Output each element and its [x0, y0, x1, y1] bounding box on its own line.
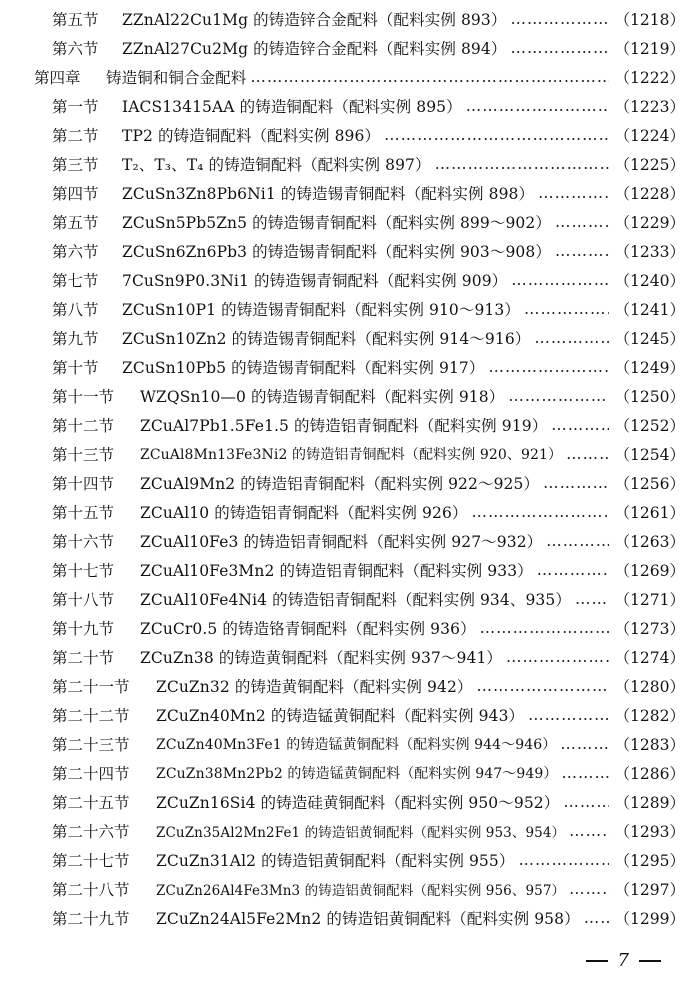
dot-leader	[508, 387, 609, 405]
section-label: 第五节	[52, 213, 99, 232]
toc-entry[interactable]	[0, 236, 699, 265]
page-ref: （1299）	[614, 909, 685, 928]
toc-entry[interactable]	[0, 149, 699, 178]
section-label: 第十九节	[52, 619, 115, 638]
chapter-label: 第四章	[34, 68, 81, 87]
section-title: ZCuSn10P1 的铸造锡青铜配料（配料实例 910～913）	[122, 300, 520, 319]
dot-leader	[528, 706, 609, 724]
section-title: ZCuZn32 的铸造黄铜配料（配料实例 942）	[156, 677, 473, 696]
toc-entry[interactable]	[0, 323, 699, 352]
toc-entry[interactable]	[0, 33, 699, 62]
toc-entry[interactable]	[0, 468, 699, 497]
page-ref: （1241）	[614, 300, 685, 319]
section-title: ZCuZn26Al4Fe3Mn3 的铸造铝黄铜配料（配料实例 956、957）	[156, 882, 566, 899]
section-title: IACS13415AA 的铸造铜配料（配料实例 895）	[122, 97, 462, 116]
toc-entry[interactable]	[0, 381, 699, 410]
section-label: 第二十节	[52, 648, 115, 667]
dot-leader	[543, 474, 609, 492]
section-label: 第三节	[52, 155, 99, 174]
page-footer	[586, 950, 661, 971]
dot-leader	[546, 532, 609, 550]
section-title: ZCuCr0.5 的铸造铬青铜配料（配料实例 936）	[140, 619, 476, 638]
section-title: WZQSn10—0 的铸造锡青铜配料（配料实例 918）	[140, 387, 505, 406]
section-label: 第六节	[52, 39, 99, 58]
section-title: ZCuSn10Zn2 的铸造锡青铜配料（配料实例 914～916）	[122, 329, 531, 348]
section-label: 第二十三节	[52, 735, 130, 754]
page-ref: （1219）	[614, 39, 685, 58]
section-title: ZZnAl22Cu1Mg 的铸造锌合金配料（配料实例 893）	[122, 10, 507, 29]
dot-leader	[584, 909, 609, 927]
toc-entry[interactable]	[0, 91, 699, 120]
section-label: 第六节	[52, 242, 99, 261]
section-title: ZCuAl10Fe3 的铸造铝青铜配料（配料实例 927～932）	[140, 532, 543, 551]
section-label: 第十五节	[52, 503, 115, 522]
page-ref: （1228）	[614, 184, 685, 203]
dot-leader	[555, 213, 609, 231]
page-ref: （1250）	[614, 387, 685, 406]
page-ref: （1229）	[614, 213, 685, 232]
section-title: ZCuAl10Fe3Mn2 的铸造铝青铜配料（配料实例 933）	[140, 561, 533, 580]
section-label: 第一节	[52, 97, 99, 116]
toc-entry[interactable]	[0, 613, 699, 642]
section-label: 第十一节	[52, 387, 115, 406]
page-ref: （1273）	[614, 619, 685, 638]
page-ref: （1274）	[614, 648, 685, 667]
dot-leader	[477, 677, 609, 695]
toc-entry[interactable]	[0, 352, 699, 381]
section-title: ZCuZn16Si4 的铸造硅黄铜配料（配料实例 950～952）	[156, 793, 560, 812]
dot-leader	[575, 590, 609, 608]
toc-entry[interactable]	[0, 178, 699, 207]
section-label: 第十六节	[52, 532, 115, 551]
toc-entry[interactable]	[0, 439, 699, 468]
section-label: 第二十八节	[52, 880, 130, 899]
section-label: 第十七节	[52, 561, 115, 580]
section-title: ZCuAl7Pb1.5Fe1.5 的铸造铝青铜配料（配料实例 919）	[140, 416, 548, 435]
page-ref: （1233）	[614, 242, 685, 261]
page-ref: （1240）	[614, 271, 685, 290]
toc-entry[interactable]	[0, 265, 699, 294]
section-title: ZCuAl10Fe4Ni4 的铸造铝青铜配料（配料实例 934、935）	[140, 590, 571, 609]
toc-entry[interactable]	[0, 729, 699, 758]
dot-leader	[480, 619, 609, 637]
page-ref: （1254）	[614, 445, 685, 464]
toc-entry[interactable]	[0, 410, 699, 439]
toc-entry[interactable]	[0, 526, 699, 555]
page-ref: （1261）	[614, 503, 685, 522]
section-title: T₂、T₃、T₄ 的铸造铜配料（配料实例 897）	[122, 155, 431, 174]
dot-leader	[560, 735, 609, 753]
section-label: 第二十五节	[52, 793, 130, 812]
page-ref: （1222）	[614, 68, 685, 87]
toc-entry[interactable]	[0, 497, 699, 526]
section-title: ZCuZn38Mn2Pb2 的铸造锰黄铜配料（配料实例 947～949）	[156, 765, 558, 782]
toc-entry[interactable]	[0, 120, 699, 149]
page-ref: （1289）	[614, 793, 685, 812]
section-label: 第二十七节	[52, 851, 130, 870]
section-label: 第二十四节	[52, 764, 130, 783]
dot-leader	[466, 97, 609, 115]
section-title: ZCuSn5Pb5Zn5 的铸造锡青铜配料（配料实例 899～902）	[122, 213, 551, 232]
dot-leader	[534, 329, 609, 347]
page-ref: （1224）	[614, 126, 685, 145]
toc-entry[interactable]	[0, 294, 699, 323]
dot-leader	[489, 358, 610, 376]
toc-entry[interactable]	[0, 845, 699, 874]
toc-entry[interactable]	[0, 4, 699, 33]
page-ref: （1280）	[614, 677, 685, 696]
toc-entry[interactable]	[0, 584, 699, 613]
page-ref: （1245）	[614, 329, 685, 348]
section-title: 7CuSn9P0.3Ni1 的铸造锡青铜配料（配料实例 909）	[122, 271, 508, 290]
chapter-title: 铸造铜和铜合金配料	[106, 68, 247, 87]
toc-entry[interactable]	[0, 816, 699, 845]
section-label: 第九节	[52, 329, 99, 348]
section-title: ZCuAl9Mn2 的铸造铝青铜配料（配料实例 922～925）	[140, 474, 540, 493]
dot-leader	[562, 764, 609, 782]
page-number: 7	[617, 950, 629, 971]
section-title: ZCuZn38 的铸造黄铜配料（配料实例 937～941）	[140, 648, 503, 667]
section-title: ZZnAl27Cu2Mg 的铸造锌合金配料（配料实例 894）	[122, 39, 507, 58]
page-ref: （1286）	[614, 764, 685, 783]
toc-entry[interactable]	[0, 555, 699, 584]
dot-leader	[537, 561, 609, 579]
page-ref: （1297）	[614, 880, 685, 899]
section-label: 第八节	[52, 300, 99, 319]
page-ref: （1295）	[614, 851, 685, 870]
toc-entry[interactable]	[0, 700, 699, 729]
dot-leader	[524, 300, 609, 318]
section-title: ZCuZn40Mn3Fe1 的铸造锰黄铜配料（配料实例 944～946）	[156, 736, 557, 753]
section-label: 第二十一节	[52, 677, 130, 696]
dot-leader	[506, 648, 609, 666]
dot-leader	[510, 39, 609, 57]
dot-leader	[510, 10, 609, 28]
footer-dash	[639, 960, 661, 962]
page-ref: （1223）	[614, 97, 685, 116]
dot-leader	[384, 126, 609, 144]
section-title: ZCuZn40Mn2 的铸造锰黄铜配料（配料实例 943）	[156, 706, 525, 725]
toc-entry[interactable]	[0, 787, 699, 816]
dot-leader	[563, 793, 609, 811]
dot-leader	[538, 184, 609, 202]
toc-entry[interactable]	[0, 903, 699, 932]
section-title: ZCuSn10Pb5 的铸造锡青铜配料（配料实例 917）	[122, 358, 485, 377]
section-title: TP2 的铸造铜配料（配料实例 896）	[122, 126, 381, 145]
section-label: 第十三节	[52, 445, 115, 464]
dot-leader	[555, 242, 609, 260]
section-label: 第二十九节	[52, 909, 130, 928]
section-label: 第十二节	[52, 416, 115, 435]
dot-leader	[518, 851, 609, 869]
section-label: 第二十二节	[52, 706, 130, 725]
dot-leader	[435, 155, 609, 173]
section-title: ZCuSn6Zn6Pb3 的铸造锡青铜配料（配料实例 903～908）	[122, 242, 551, 261]
toc-entry[interactable]	[0, 758, 699, 787]
toc-entry[interactable]	[0, 642, 699, 671]
section-title: ZCuZn24Al5Fe2Mn2 的铸造铝黄铜配料（配料实例 958）	[156, 909, 580, 928]
dot-leader	[511, 271, 609, 289]
toc-chapter-entry[interactable]	[0, 62, 699, 91]
section-label: 第十节	[52, 358, 99, 377]
page-ref: （1225）	[614, 155, 685, 174]
dot-leader	[250, 68, 609, 86]
dot-leader	[569, 822, 609, 840]
section-title: ZCuAl8Mn13Fe3Ni2 的铸造铝青铜配料（配料实例 920、921）	[140, 446, 563, 463]
section-label: 第七节	[52, 271, 99, 290]
section-title: ZCuAl10 的铸造铝青铜配料（配料实例 926）	[140, 503, 468, 522]
page-ref: （1256）	[614, 474, 685, 493]
footer-dash	[586, 960, 608, 962]
dot-leader	[551, 416, 609, 434]
toc-entry[interactable]	[0, 671, 699, 700]
section-title: ZCuZn35Al2Mn2Fe1 的铸造铝黄铜配料（配料实例 953、954）	[156, 824, 566, 841]
dot-leader	[569, 880, 609, 898]
dot-leader	[566, 445, 609, 463]
section-label: 第二十六节	[52, 822, 130, 841]
toc-entry[interactable]	[0, 874, 699, 903]
page-ref: （1269）	[614, 561, 685, 580]
dot-leader	[472, 503, 609, 521]
page-ref: （1271）	[614, 590, 685, 609]
section-title: ZCuZn31Al2 的铸造铝黄铜配料（配料实例 955）	[156, 851, 515, 870]
toc-entry[interactable]	[0, 207, 699, 236]
section-label: 第五节	[52, 10, 99, 29]
table-of-contents	[0, 4, 699, 932]
section-label: 第二节	[52, 126, 99, 145]
section-label: 第四节	[52, 184, 99, 203]
page-ref: （1293）	[614, 822, 685, 841]
page-ref: （1282）	[614, 706, 685, 725]
page-ref: （1263）	[614, 532, 685, 551]
page-ref: （1283）	[614, 735, 685, 754]
section-label: 第十四节	[52, 474, 115, 493]
section-title: ZCuSn3Zn8Pb6Ni1 的铸造锡青铜配料（配料实例 898）	[122, 184, 535, 203]
page-ref: （1218）	[614, 10, 685, 29]
section-label: 第十八节	[52, 590, 115, 609]
page-ref: （1249）	[614, 358, 685, 377]
page-ref: （1252）	[614, 416, 685, 435]
